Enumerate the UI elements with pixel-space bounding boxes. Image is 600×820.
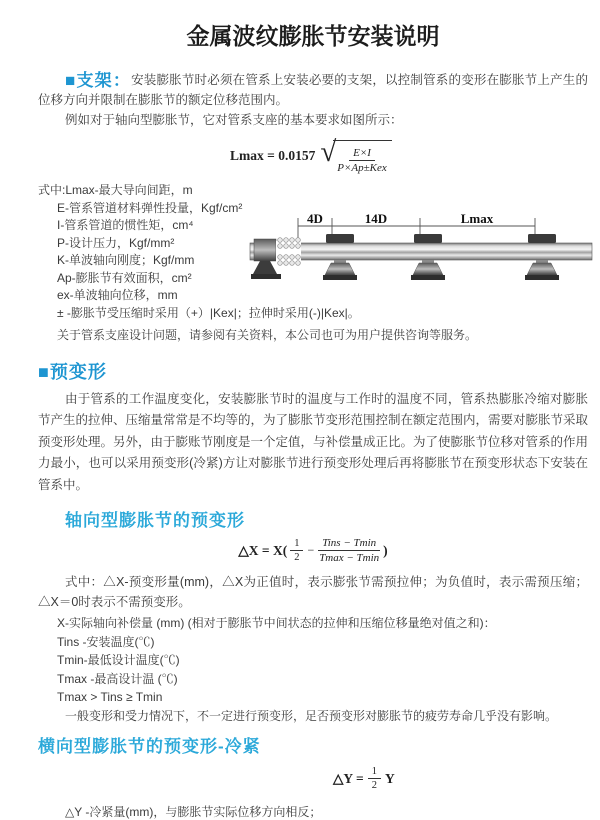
formula-lmax-lhs: Lmax = 0.0157	[230, 147, 316, 163]
lateral-predeform-heading: 横向型膨胀节的预变形-冷紧	[38, 737, 261, 756]
radical-expression	[320, 137, 391, 174]
half-numerator: 1	[368, 766, 381, 779]
lateral-explain-line: △Y -冷紧量(mm)，与膨胀节实际位移方向相反；	[65, 805, 322, 819]
formula-axial-lhs: △X = X(	[238, 542, 288, 558]
variable-line: E-管系管道材料弹性投量，Kgf/cm²	[57, 200, 243, 215]
one-half-fraction	[290, 538, 303, 563]
variable-line: ex-单波轴向位移，mm	[57, 288, 178, 302]
temperature-denominator: Tmax − Tmin	[319, 552, 380, 564]
radical-sign: √	[320, 136, 337, 168]
temperature-numerator: Tins − Tmin	[318, 537, 380, 551]
axial-variable-line: Tmax > Tins ≥ Tmin	[57, 690, 163, 704]
axial-note-line: 一般变形和受力情况下，不一定进行预变形，足否预变形对膨胀节的疲劳寿命几乎没有影响。	[65, 708, 558, 723]
formula-lmax-fraction	[337, 147, 387, 174]
bellows-icon	[276, 238, 301, 266]
radical-content	[333, 140, 392, 174]
one-half-fraction	[368, 766, 381, 791]
formula-lateral-lhs: △Y =	[333, 770, 364, 786]
support-example-line: 例如对于轴向型膨胀节，它对管系支座的基本要求如图所示：	[65, 113, 403, 127]
half-denominator: 2	[371, 780, 377, 791]
pipe-support-spacing-diagram	[250, 206, 595, 301]
formula-lateral-predeform	[333, 766, 395, 791]
pipe	[250, 243, 592, 260]
variable-line: ± -膨胀节受压缩时采用（+）|Kex|；拉伸时采用(-)|Kex|。	[57, 305, 360, 320]
dimension-label-4d: 4D	[307, 211, 323, 226]
formula-axial-predeform	[238, 537, 387, 564]
variable-line: K-单波轴向刚度；Kgf/mm	[57, 253, 195, 267]
variable-line: Ap-膨胀节有效面积，cm²	[57, 270, 192, 285]
minus-sign: −	[307, 543, 315, 557]
axial-variable-list	[57, 614, 588, 707]
variable-line: P-设计压力，Kgf/mm²	[57, 235, 175, 250]
support-note-line: 关于管系支座设计问题，请参阅有关资料，本公司也可为用户提供咨询等服务。	[57, 328, 478, 342]
formula-axial-close-paren: )	[383, 542, 388, 558]
temperature-fraction	[318, 537, 380, 564]
variable-line: I-管系管道的惯性矩，cm⁴	[57, 218, 194, 232]
formula-lmax	[230, 137, 588, 174]
axial-predeform-heading: 轴向型膨胀节的预变形	[65, 511, 245, 530]
formula-lmax-denominator: P×Ap±Kex	[337, 162, 387, 174]
variables-and-diagram-row	[38, 182, 588, 345]
axial-explain-paragraph: 式中：△X-预变形量(mm)，△X为正值时，表示膨张节需预拉伸；为负值时，表示需预压缩；△X＝0时表示不需预变形。	[38, 575, 588, 609]
page-title: 金属波纹膨胀节安装说明	[186, 23, 440, 49]
support-section-header: ■支架：	[65, 71, 132, 90]
axial-variable-line: Tmax -最高设计温 (℃)	[57, 671, 178, 686]
half-denominator: 2	[294, 552, 300, 563]
formula-lateral-rhs: Y	[384, 770, 395, 786]
support-paragraph	[38, 70, 588, 110]
formula-lmax-numerator: E×I	[349, 147, 375, 161]
predeform-paragraph: 由于管系的工作温度变化，安装膨胀节时的温度与工作时的温度不同，管系热膨胀冷缩对膨胀节产生的拉伸、压缩量常常是不均等的，为了膨胀节变形范围控制在额定范围内，需要对膨胀节采取预变形处理。另外，由于膨账节刚度是一个定值，与补偿量成正比。为了使膨胀节位移对管系的作用力最小，也可以采用预变形(冷紧)方让对膨胀节进行预变形处理后再将膨胀节在预变形状态下安装在管系中。	[38, 391, 589, 492]
axial-variable-line: Tmin-最低设计温度(℃)	[57, 653, 180, 667]
dimension-label-lmax: Lmax	[460, 211, 494, 226]
axial-variable-line: X-实际轴向补偿量 (mm) (相对于膨胀节中间状态的拉伸和压缩位移量绝对值之和)：	[57, 616, 496, 630]
axial-variable-line: Tins -安装温度(℃)	[57, 634, 155, 649]
dimension-label-14d: 14D	[364, 211, 388, 226]
support-intro-text: 安装膨胀节时必须在管系上安装必要的支架，以控制管系的变形在膨胀节上产生的位移方向并限制在膨胀节的额定位移范围内。	[38, 73, 588, 107]
variable-line: 式中:Lmax-最大导向间距，m	[38, 183, 193, 197]
predeform-section-header: ■预变形	[38, 361, 107, 382]
half-numerator: 1	[290, 538, 303, 551]
